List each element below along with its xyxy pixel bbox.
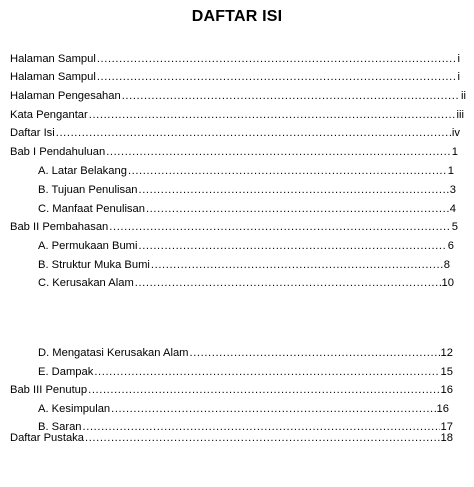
toc-dot-leader bbox=[135, 276, 441, 290]
toc-entry-label: Kata Pengantar bbox=[10, 109, 88, 121]
toc-dot-leader bbox=[89, 108, 456, 122]
toc-page-number: 6 bbox=[447, 240, 454, 252]
page-title: DAFTAR ISI bbox=[191, 8, 283, 25]
toc-page-number: 18 bbox=[440, 432, 453, 444]
toc-page-number: 12 bbox=[440, 347, 453, 359]
toc-entry-label: A. Kesimpulan bbox=[38, 403, 111, 415]
toc-entry-label: A. Latar Belakang bbox=[38, 165, 127, 177]
toc-entry-label: A. Permukaan Bumi bbox=[38, 240, 138, 252]
toc-entry-halaman-sampul-2 bbox=[10, 68, 460, 84]
toc-entry-label: Bab III Penutup bbox=[10, 384, 88, 396]
toc-dot-leader bbox=[139, 183, 449, 197]
toc-entry-dampak bbox=[38, 363, 453, 379]
toc-entry-label: C. Kerusakan Alam bbox=[38, 277, 134, 289]
toc-entry-label: B. Struktur Muka Bumi bbox=[38, 259, 150, 271]
toc-page-number: 10 bbox=[441, 277, 454, 289]
toc-entry-bab-3-penutup bbox=[10, 381, 453, 397]
toc-entry-manfaat-penulisan bbox=[38, 200, 456, 216]
toc-dot-leader bbox=[56, 126, 451, 140]
toc-dot-leader bbox=[146, 202, 449, 216]
toc-dot-leader bbox=[106, 145, 451, 159]
toc-entry-label: D. Mengatasi Kerusakan Alam bbox=[38, 347, 189, 359]
toc-dot-leader bbox=[139, 239, 447, 253]
toc-entry-bab-2-pembahasan bbox=[10, 218, 458, 234]
toc-dot-leader bbox=[85, 431, 440, 445]
toc-page-number: 17 bbox=[440, 421, 453, 433]
toc-dot-leader bbox=[88, 383, 439, 397]
toc-dot-leader bbox=[97, 70, 457, 84]
toc-page-number: 16 bbox=[436, 403, 449, 415]
toc-page-number: 16 bbox=[440, 384, 453, 396]
toc-page-number: i bbox=[457, 71, 460, 83]
toc-page-number: 1 bbox=[451, 146, 458, 158]
toc-dot-leader bbox=[94, 365, 439, 379]
toc-entry-label: Bab I Pendahuluan bbox=[10, 146, 106, 158]
toc-entry-label: E. Dampak bbox=[38, 366, 94, 378]
toc-entry-label: Daftar Pustaka bbox=[10, 432, 84, 444]
toc-entry-label: C. Manfaat Penulisan bbox=[38, 203, 145, 215]
toc-page-number: iii bbox=[456, 109, 464, 121]
toc-entry-label: Halaman Sampul bbox=[10, 53, 96, 65]
toc-entry-label: Halaman Sampul bbox=[10, 71, 96, 83]
toc-entry-label: B. Tujuan Penulisan bbox=[38, 184, 138, 196]
toc-dot-leader bbox=[128, 164, 447, 178]
toc-entry-kata-pengantar bbox=[10, 106, 464, 122]
toc-page-number: 15 bbox=[440, 366, 453, 378]
toc-entry-latar-belakang bbox=[38, 162, 454, 178]
toc-page-number: ii bbox=[461, 90, 466, 102]
toc-page-number: 3 bbox=[449, 184, 456, 196]
toc-entry-permukaan-bumi bbox=[38, 237, 454, 253]
toc-dot-leader bbox=[151, 258, 443, 272]
toc-entry-struktur-muka-bumi bbox=[38, 256, 450, 272]
toc-entry-kesimpulan bbox=[38, 400, 449, 416]
toc-page-number: 8 bbox=[443, 259, 450, 271]
toc-entry-mengatasi-kerusakan-alam bbox=[38, 344, 453, 360]
toc-page-number: 5 bbox=[451, 221, 458, 233]
toc-page-number: i bbox=[457, 53, 460, 65]
toc-dot-leader bbox=[122, 89, 460, 103]
toc-dot-leader bbox=[111, 402, 435, 416]
toc-entry-label: B. Saran bbox=[38, 421, 82, 433]
toc-entry-label: Bab II Pembahasan bbox=[10, 221, 109, 233]
toc-page-number: 1 bbox=[447, 165, 454, 177]
toc-entry-tujuan-penulisan bbox=[38, 181, 456, 197]
toc-page-number: 4 bbox=[449, 203, 456, 215]
toc-entry-kerusakan-alam bbox=[38, 274, 454, 290]
toc-entry-bab-1-pendahuluan bbox=[10, 143, 458, 159]
toc-dot-leader bbox=[109, 220, 450, 234]
toc-entry-daftar-pustaka bbox=[10, 429, 453, 445]
toc-entry-halaman-pengesahan bbox=[10, 87, 466, 103]
toc-dot-leader bbox=[97, 52, 457, 66]
toc-entry-halaman-sampul-1 bbox=[10, 50, 460, 66]
toc-page-number: iv bbox=[451, 127, 460, 139]
toc-entry-label: Halaman Pengesahan bbox=[10, 90, 121, 102]
toc-entry-daftar-isi bbox=[10, 124, 460, 140]
toc-dot-leader bbox=[189, 346, 439, 360]
toc-entry-label: Daftar Isi bbox=[10, 127, 55, 139]
